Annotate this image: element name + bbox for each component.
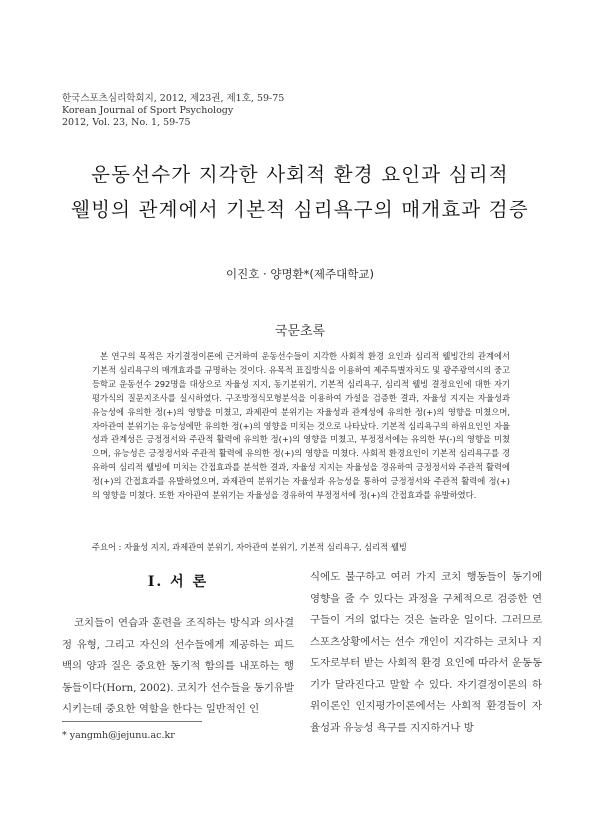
title-line-1: 운동선수가 지각한 사회적 환경 요인과 심리적 xyxy=(91,163,509,186)
journal-line-korean: 한국스포츠심리학회지, 2012, 제23권, 제1호, 59-75 xyxy=(62,93,285,104)
journal-citation xyxy=(62,93,284,129)
body-text-left-column: 코치들이 연습과 훈련을 조직하는 방식과 의사결정 유형, 그리고 자신의 선수들에게 제공하는 피드백의 양과 질은 중요한 동기적 함의를 내포하는 행동들이다(Horn, 2002). 코치가 선수들을 동기유발시키는데 중요한 역할을 한다는 일반적인 인 xyxy=(62,617,294,715)
abstract-heading: 국문초록 xyxy=(274,324,326,339)
keywords: 주요어 : 자율성 지지, 과제관여 분위기, 자아관여 분위기, 기본적 심리욕구, 심리적 웰빙 xyxy=(92,542,407,552)
section-heading: I. 서 론 xyxy=(147,574,209,590)
footnote-divider xyxy=(62,721,202,722)
body-text-right-column: 식에도 불구하고 여러 가지 코치 행동들이 동기에 영향을 줄 수 있다는 과정을 구체적으로 검증한 연구들이 거의 없다는 것은 놀라운 일이다. 그러므로 스포츠상황에서는 선수 개인이 지각하는 코치나 지도자로부터 받는 사회적 환경 요인에 따라서 운동동기가 달라진다고 말할 수 있다. 자기결정이론의 하위이론인 인지평가이론에서는 사회적 환경들이 자율성과 유능성 욕구를 지지하거나 방 xyxy=(310,571,542,734)
footnote-email: * yangmh@jejunu.ac.kr xyxy=(62,730,175,741)
abstract-body: 본 연구의 목적은 자기결정이론에 근거하여 운동선수들이 지각한 사회적 환경 요인과 심리적 웰빙간의 관계에서 기본적 심리욕구의 매개효과를 규명하는 것이다. 유목적 표집방식을 이용하여 제주특별자치도 및 광주광역시의 중고등학교 운동선수 292명을 대상으로 자율성 지지, 동기분위기, 기본적 심리욕구, 심리적 웰빙 결정요인에 대한 자기평가식의 질문지조사를 실시하였다. 구조방정식모형분석을 이용하여 가설을 검증한 결과, 자율성 지지는 자율성과 유능성에 유의한 정(+)의 영향을 미쳤고, 과제관여 분위기는 자율성과 관계성에 유의한 정(+)의 영향을 미쳤으며, 자아관여 분위기는 유능성에만 유의한 정(+)의 영향을 미치는 것으로 나타났다. 기본적 심리욕구의 하위요인인 자율성과 관계성은 긍정정서와 주관적 활력에 유의한 정(+)의 영향을 미쳤고, 부정정서에는 유의한 부(-)의 영향을 미쳤으며, 유능성은 긍정정서와 주관적 활력에 유의한 정(+)의 영향을 미쳤다. 사회적 환경요인이 기본적 심리욕구를 경유하여 심리적 웰빙에 미치는 간접효과를 분석한 결과, 자율성 지지는 자율성을 경유하여 긍정정서와 주관적 활력에 정(+)의 간접효과를 유발하였으며, 과제관여 분위기는 자율성과 유능성을 통하여 긍정정서와 주관적 활력에 정(+)의 영향을 미쳤다. 또한 자아관여 분위기는 자율성을 경유하여 부정정서에 정(+)의 간접효과를 유발하였다. xyxy=(92,351,510,501)
paper-title xyxy=(0,157,600,227)
journal-line-volume: 2012, Vol. 23, No. 1, 59-75 xyxy=(62,117,191,128)
author-line: 이진호 · 양명환*(제주대학교) xyxy=(226,267,374,281)
journal-line-english: Korean Journal of Sport Psychology xyxy=(62,105,234,116)
title-line-2: 웰빙의 관계에서 기본적 심리욕구의 매개효과 검증 xyxy=(71,198,529,221)
